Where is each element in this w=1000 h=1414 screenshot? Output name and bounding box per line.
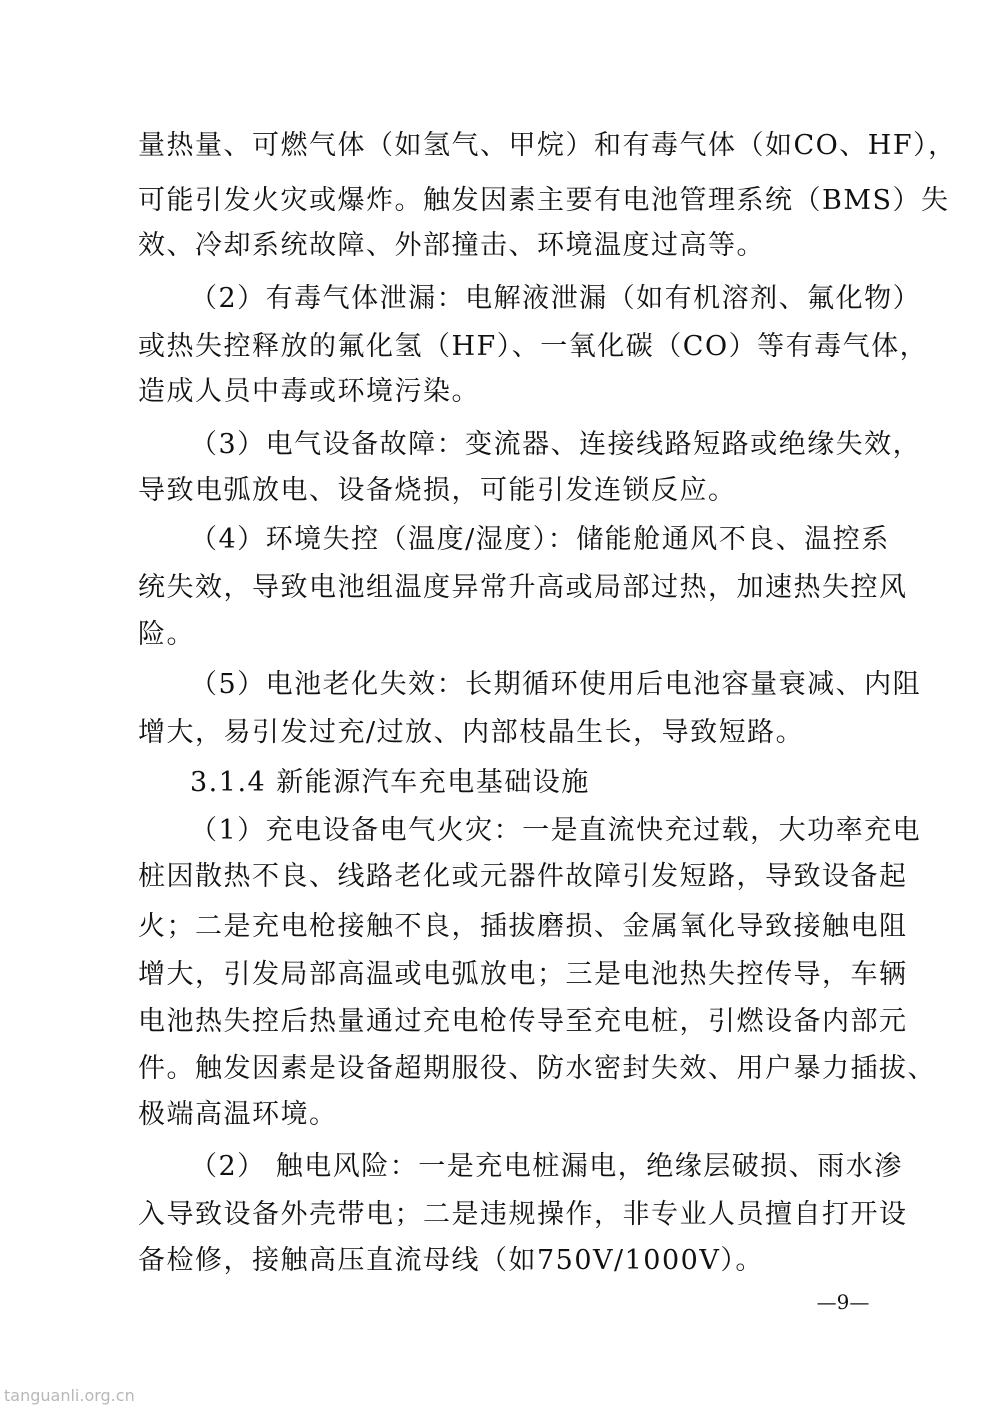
text-line: 统失效，导致电池组温度异常升高或局部过热，加速热失控风	[138, 572, 908, 603]
paragraph-start-line: （1）充电设备电气火灾：一是直流快充过载，大功率充电	[190, 815, 922, 846]
paragraph-start-line: （3）电气设备故障：变流器、连接线路短路或绝缘失效，	[190, 429, 922, 460]
text-line: 或热失控释放的氟化氢（HF）、一氧化碳（CO）等有毒气体，	[138, 331, 929, 362]
text-line: 增大，易引发过充/过放、内部枝晶生长，导致短路。	[138, 717, 805, 748]
section-heading: 3.1.4 新能源汽车充电基础设施	[190, 767, 590, 798]
text-line: 桩因散热不良、线路老化或元器件故障引发短路，导致设备起	[138, 861, 908, 892]
text-line: 入导致设备外壳带电；二是违规操作，非专业人员擅自打开设	[138, 1199, 908, 1230]
text-line: 可能引发火灾或爆炸。触发因素主要有电池管理系统（BMS）失	[138, 185, 950, 216]
text-line: 险。	[138, 619, 195, 650]
watermark: tanguanli.org.cn	[4, 1386, 135, 1405]
text-line: 造成人员中毒或环境污染。	[138, 376, 480, 407]
text-line: 量热量、可燃气体（如氢气、甲烷）和有毒气体（如CO、HF），	[138, 130, 957, 161]
page-number: —9—	[816, 1290, 870, 1314]
text-line: 备检修，接触高压直流母线（如750V/1000V）。	[138, 1245, 764, 1276]
text-line: 增大，引发局部高温或电弧放电；三是电池热失控传导，车辆	[138, 959, 908, 990]
paragraph-start-line: （5）电池老化失效：长期循环使用后电池容量衰减、内阻	[190, 669, 922, 700]
paragraph-start-line: （4）环境失控（温度/湿度）：储能舱通风不良、温控系	[190, 524, 890, 555]
text-line: 极端高温环境。	[138, 1099, 338, 1130]
paragraph-start-line: （2）有毒气体泄漏：电解液泄漏（如有机溶剂、氟化物）	[190, 283, 922, 314]
text-line: 火；二是充电枪接触不良，插拔磨损、金属氧化导致接触电阻	[138, 911, 908, 942]
text-line: 导致电弧放电、设备烧损，可能引发连锁反应。	[138, 475, 737, 506]
text-line: 件。触发因素是设备超期服役、防水密封失效、用户暴力插拔、	[138, 1053, 936, 1084]
paragraph-start-line: （2） 触电风险：一是充电桩漏电，绝缘层破损、雨水渗	[190, 1151, 903, 1182]
text-line: 效、冷却系统故障、外部撞击、环境温度过高等。	[138, 230, 765, 261]
text-line: 电池热失控后热量通过充电枪传导至充电桩，引燃设备内部元	[138, 1006, 908, 1037]
